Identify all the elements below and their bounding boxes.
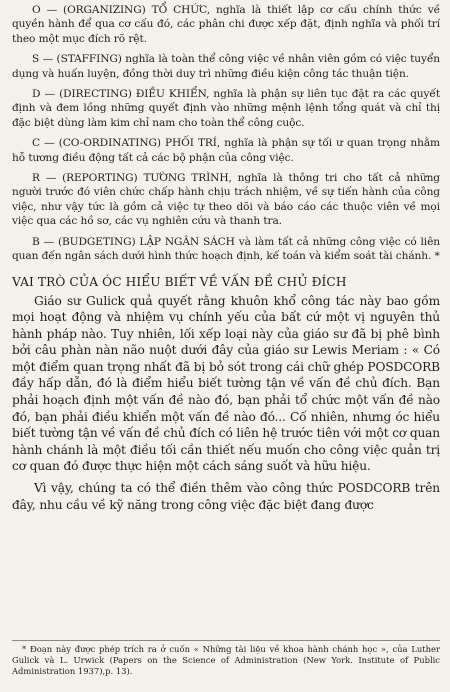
definition-directing: D — (DIRECTING) ĐIỀU KHIỂN, nghĩa là phận sự liên tục đặt ra các quyết định và đem lồng những quyết định vào những mệnh lệnh tổng quát và chỉ thị đặc biệt dùng làm kim chỉ nam cho toàn thể công cuộc.	[12, 88, 440, 129]
main-text	[12, 293, 440, 514]
paragraph: Vì vậy, chúng ta có thể điền thêm vào công thức POSDCORB trên đây, nhu cầu về kỹ năng trong công việc đặc biệt đang được	[12, 481, 440, 512]
footnote-text: * Đoạn này được phép trích ra ở cuốn « Những tài liệu về khoa hành chánh học », của Luther Gulick và L. Urwick (Papers on the Science of Administration (New York. Institute of Public Administration 1937),p. 13).	[12, 644, 440, 677]
definition-staffing: S — (STAFFING) nghĩa là toàn thể công việc về nhân viên gồm có việc tuyển dụng và huấn luyện, đồng thời duy trì những điều kiện công tác thuận tiện.	[12, 53, 440, 80]
definition-organizing: O — (ORGANIZING) TỔ CHỨC, nghĩa là thiết lập cơ cấu chính thức về quyền hành để qua cơ cấu đó, các phân chi được xếp đặt, định nghĩa và phối trí theo một mục đích rõ rệt.	[12, 4, 440, 45]
footnote	[12, 640, 440, 678]
section-title: VAI TRÒ CỦA ÓC HIỂU BIẾT VỀ VẤN ĐỀ CHỦ ĐÍCH	[12, 274, 347, 289]
posdcorb-definitions	[12, 3, 440, 264]
definition-coordinating: C — (CO-ORDINATING) PHỐI TRÍ, nghĩa là phận sự tối ư quan trọng nhằm hỗ tương điều động tất cả các bộ phận của công việc.	[12, 137, 440, 164]
definition-budgeting: B — (BUDGETING) LẬP NGÂN SÁCH và làm tất cả những công việc có liên quan đến ngân sách dưới hình thức hoạch định, kế toán và kiểm soát tài chánh. *	[12, 235, 440, 263]
definition-reporting: R — (REPORTING) TƯỜNG TRÌNH, nghĩa là thông tri cho tất cả những người trước đó viên chức chấp hành chịu trách nhiệm, về sự tiến hành của công việc, như vậy tức là gồm cả việc tự theo dõi và báo cáo các thuộc viên về mọi việc qua các hồ sơ, các vụ nghiên cứu và thanh tra.	[12, 172, 440, 228]
paragraph: Giáo sư Gulick quả quyết rằng khuôn khổ công tác này bao gồm mọi hoạt động và nhiệm vụ chính yếu của bất cứ một vị nguyên thủ hành pháp nào. Tuy nhiên, lối xếp loại này của giáo sư đã bị phê bình bởi câu phàn nàn não nuột dưới đây của giáo sư Lewis Meriam : « Có một điểm quan trọng nhất đã bị bỏ sót trong cái chữ ghép POSDCORB đầy hấp dẫn, đó là điểm hiểu biết tường tận về vấn đề chủ đích. Bạn phải hoạch định một vấn đề nào đó, bạn phải tổ chức một vấn đề nào đó, bạn phải điều khiển một vấn đề nào đó... Cố nhiên, nhưng óc hiểu biết tường tận về vấn đề chủ đích có liên hệ trước tiên với một cơ quan hành chánh là một điều tối cần thiết nếu muốn cho công việc quản trị cơ quan đó được thực hiện một cách sáng suốt và hữu hiệu.	[12, 293, 440, 474]
